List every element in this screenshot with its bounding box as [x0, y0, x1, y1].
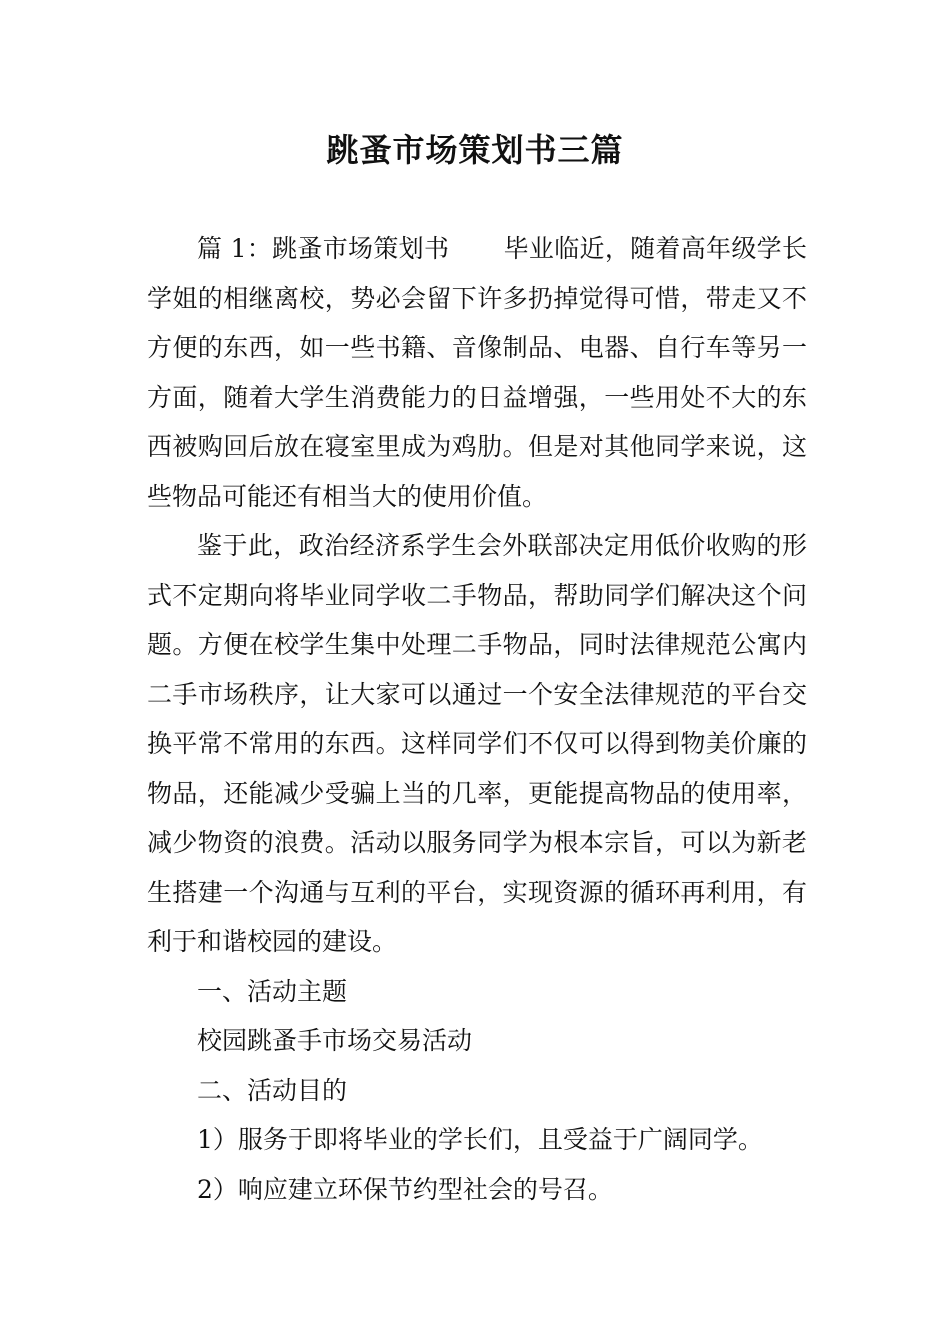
paragraph-intro: [147, 224, 807, 521]
heading-activity-purpose: 二、活动目的: [197, 1075, 348, 1105]
list-item-purpose-1: 1）服务于即将毕业的学长们，且受益于广阔同学。: [197, 1125, 763, 1154]
list-item-purpose-2: 2）响应建立环保节约型社会的号召。: [197, 1174, 613, 1204]
section-heading: 篇 1：跳蚤市场策划书: [197, 234, 450, 263]
heading-activity-theme: 一、活动主题: [197, 976, 348, 1006]
paragraph-activity-theme: 校园跳蚤手市场交易活动: [197, 1026, 473, 1055]
document-title: 跳蚤市场策划书三篇: [326, 131, 624, 169]
paragraph-background: 鉴于此，政治经济系学生会外联部决定用低价收购的形式不定期向将毕业同学收二手物品，帮助同学们解决这个问题。方便在校学生集中处理二手物品，同时法律规范公寓内二手市场秩序，让大家可以通过一个安全法律规范的平台交换平常不常用的东西。这样同学们不仅可以得到物美价廉的物品，还能减少受骗上当的几率，更能提高物品的使用率，减少物资的浪费。活动以服务同学为根本宗旨，可以为新老生搭建一个沟通与互利的平台，实现资源的循环再利用，有利于和谐校园的建设。: [147, 531, 807, 956]
document-body: [147, 224, 807, 1214]
paragraph-text: 毕业临近，随着高年级学长学姐的相继离校，势必会留下许多扔掉觉得可惜，带走又不方便的东西，如一些书籍、音像制品、电器、自行车等另一方面，随着大学生消费能力的日益增强，一些用处不大的东西被购回后放在寝室里成为鸡肋。但是对其他同学来说，这些物品可能还有相当大的使用价值。: [147, 234, 807, 511]
